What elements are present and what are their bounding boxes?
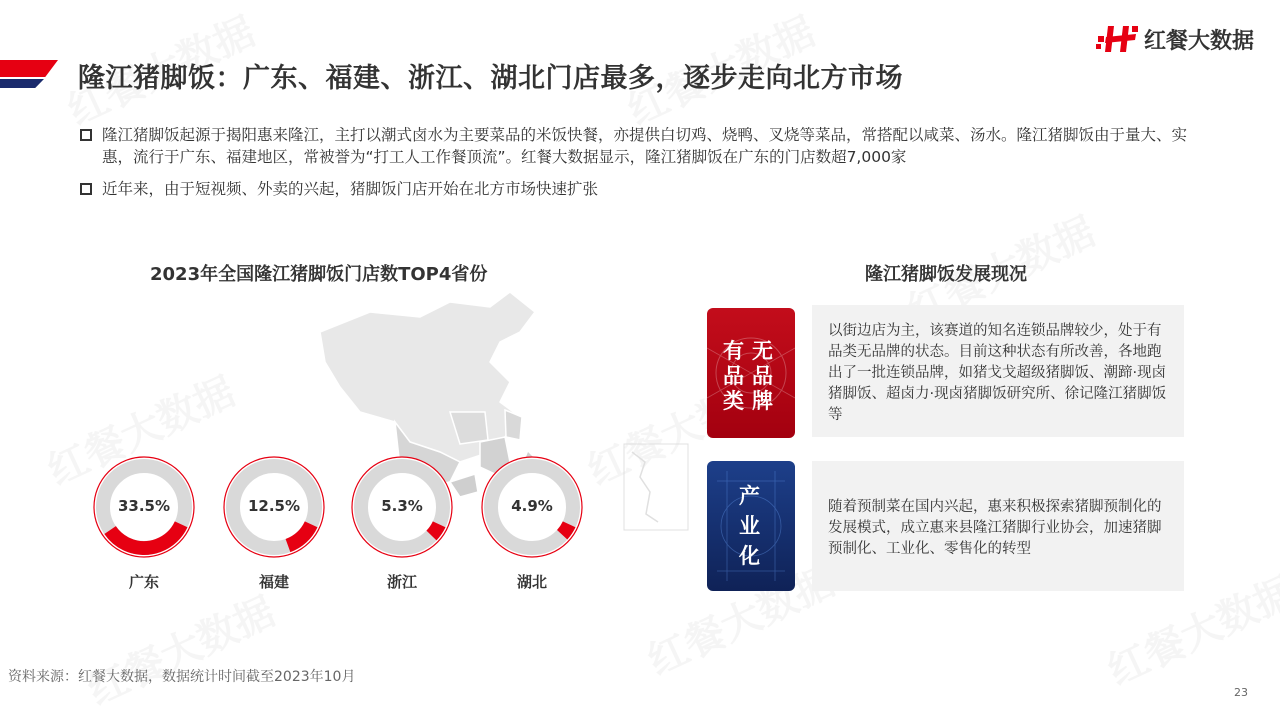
page-number: 23 [1234, 686, 1248, 699]
donut-value-label: 12.5% [247, 497, 301, 515]
donut-value-label: 33.5% [117, 497, 171, 515]
province-label: 广东 [128, 573, 159, 591]
donut-chart [222, 455, 326, 592]
bullet-square-icon [80, 183, 92, 195]
title-accent-bar [0, 60, 58, 88]
card-image-char: 品 [723, 364, 744, 388]
brand-logo-icon [1096, 22, 1140, 56]
donut-chart [92, 455, 196, 592]
card-image-char: 品 [752, 364, 773, 388]
brand-logo-text: 红餐大数据 [1143, 28, 1254, 54]
card-text-brand: 以街边店为主，该赛道的知名连锁品牌较少，处于有品类无品牌的状态。目前这种状态有所改善，各地跑出了一批连锁品牌，如猪戈戈超级猪脚饭、潮蹄·现卤猪脚饭、超卤力·现卤猪脚饭研究所、徐记隆江猪脚饭等 [812, 305, 1184, 437]
data-source-note: 资料来源：红餐大数据，数据统计时间截至2023年10月 [8, 669, 356, 685]
card-image-char: 业 [739, 514, 760, 538]
page-title: 隆江猪脚饭：广东、福建、浙江、湖北门店最多，逐步走向北方市场 [78, 63, 903, 94]
watermark [77, 580, 282, 716]
donut-chart [480, 455, 584, 592]
chart-title: 2023年全国隆江猪脚饭门店数TOP4省份 [150, 264, 488, 285]
brand-logo [1096, 22, 1254, 56]
bullet-item [80, 124, 1210, 168]
donut-value-label: 5.3% [381, 497, 423, 515]
bullet-text: 近年来，由于短视频、外卖的兴起，猪脚饭门店开始在北方市场快速扩张 [102, 180, 599, 198]
bullet-square-icon [80, 129, 92, 141]
section-title: 隆江猪脚饭发展现况 [865, 264, 1027, 285]
donut-chart [350, 455, 454, 592]
bullet-item [80, 178, 1210, 200]
province-label: 福建 [258, 573, 289, 591]
donut-value-label: 4.9% [511, 497, 553, 515]
card-image-char: 产 [739, 484, 760, 508]
province-label: 浙江 [386, 573, 417, 591]
card-image-char: 化 [739, 544, 760, 568]
card-image-char: 类 [723, 389, 744, 413]
card-image-char: 无 [752, 339, 773, 363]
card-image-industrialization [707, 461, 795, 591]
card-image-brand [707, 308, 795, 438]
card-image-char: 有 [723, 339, 744, 363]
card-text-industrialization: 随着预制菜在国内兴起，惠来积极探索猪脚预制化的发展模式，成立惠来县隆江猪脚行业协会，加速猪脚预制化、工业化、零售化的转型 [812, 461, 1184, 591]
card-image-char: 牌 [752, 389, 773, 413]
province-label: 湖北 [516, 573, 547, 591]
bullet-text: 隆江猪脚饭起源于揭阳惠来隆江，主打以潮式卤水为主要菜品的米饭快餐，亦提供白切鸡、烧鸭、叉烧等菜品，常搭配以咸菜、汤水。隆江猪脚饭由于量大、实惠，流行于广东、福建地区，常被誉为“打工人工作餐顶流”。红餐大数据显示，隆江猪脚饭在广东的门店数超7,000家 [102, 126, 1188, 166]
network-pattern-icon [707, 308, 795, 438]
bullet-list [80, 124, 1210, 210]
